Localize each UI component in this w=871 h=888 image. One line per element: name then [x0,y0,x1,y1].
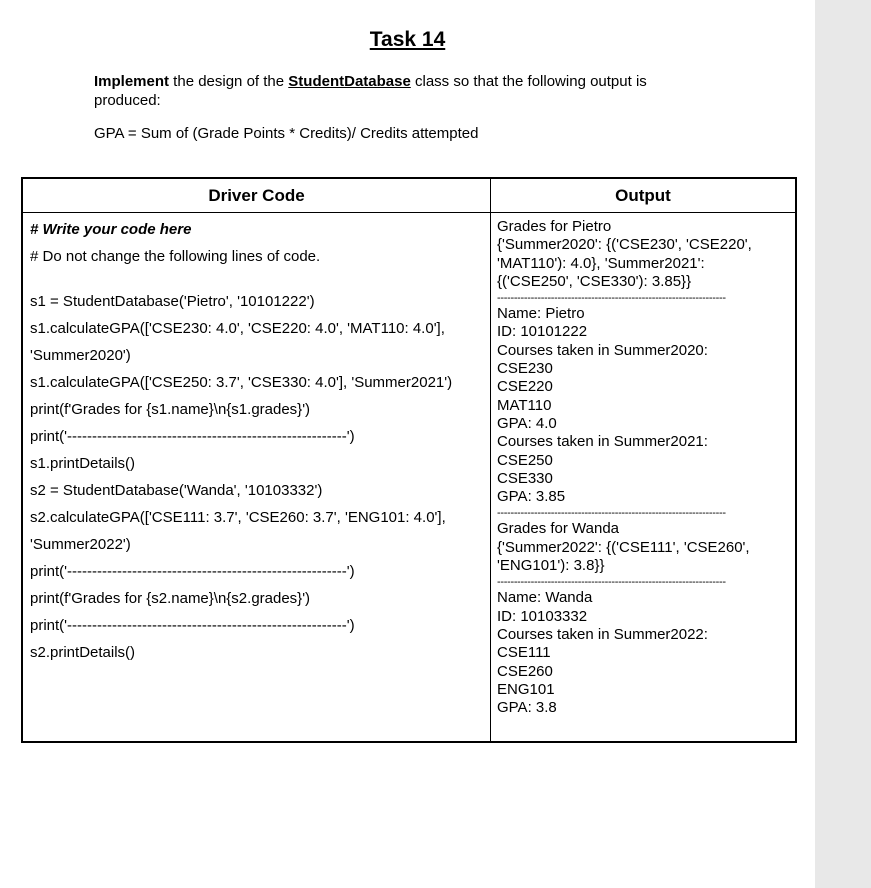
output-line: Grades for Pietro [497,218,612,235]
intro-text-b: class so that the following output is produced: [94,73,647,109]
output-line: {('CSE250', 'CSE330'): 3.85}} [497,272,692,290]
output-line: CSE220 [497,378,553,396]
output-line: ENG101 [497,680,555,698]
code-line: s1.calculateGPA(['CSE250: 3.7', 'CSE330: 4.0'], 'Summer2021') [30,374,453,391]
output-line: GPA: 4.0 [497,414,557,432]
code-line: s2.printDetails() [30,644,136,661]
code-line: print('--------------------------------------------------------') [30,617,355,634]
output-line: CSE250 [497,451,553,469]
code-line: 'Summer2022') [30,536,131,553]
output-line: MAT110 [497,396,552,414]
driver-code-cell [22,213,491,743]
gpa-formula: GPA = Sum of (Grade Points * Credits)/ Credits attempted [94,125,479,142]
output-line: {'Summer2020': {('CSE230', 'CSE220', [497,236,752,254]
code-line: # Write your code here [30,221,192,238]
output-line: CSE111 [497,644,551,662]
output-line: Courses taken in Summer2020: [497,341,708,359]
output-cell [491,213,797,743]
output-line: CSE230 [497,360,553,378]
intro-bold-verb: Implement [94,73,170,90]
task-title: Task 14 [369,28,446,51]
code-line: # Do not change the following lines of code. [30,248,321,265]
output-line: Courses taken in Summer2022: [497,625,708,643]
code-line: print('--------------------------------------------------------') [30,563,355,580]
intro-text-a: the design of the [169,73,289,90]
output-line: CSE330 [497,469,553,487]
code-line: s2 = StudentDatabase('Wanda', '10103332') [30,482,323,499]
code-blank-line [30,275,484,293]
table-body-row [22,213,796,743]
task-description [94,72,714,110]
output-line: Grades for Wanda [497,520,619,538]
header-output: Output [491,178,797,213]
code-line: s1.calculateGPA(['CSE230: 4.0', 'CSE220: 4.0', 'MAT110: 4.0'], [30,320,445,337]
output-separator: -------------------------------------------------------------------- [497,576,726,589]
code-line: print('--------------------------------------------------------') [30,428,355,445]
code-line: 'Summer2020') [30,347,131,364]
output-line: 'ENG101'): 3.8}} [497,557,605,575]
viewer-side-gutter [815,0,871,888]
code-line: s2.calculateGPA(['CSE111: 3.7', 'CSE260: 3.7', 'ENG101: 4.0'], [30,509,446,526]
output-line: Courses taken in Summer2021: [497,433,708,451]
output-line: ID: 10101222 [497,323,588,341]
code-line: s1 = StudentDatabase('Pietro', '10101222') [30,293,315,310]
header-driver-code: Driver Code [22,178,491,213]
output-line: Name: Wanda [497,589,593,607]
output-separator: -------------------------------------------------------------------- [497,507,726,520]
output-line: Name: Pietro [497,305,585,323]
output-line: 'MAT110'): 4.0}, 'Summer2021': [497,254,705,272]
code-line: s1.printDetails() [30,455,136,472]
table-header-row [22,178,796,213]
output-separator: -------------------------------------------------------------------- [497,292,726,305]
output-line: CSE260 [497,662,553,680]
output-line: ID: 10103332 [497,607,588,625]
code-line: print(f'Grades for {s1.name}\n{s1.grades}') [30,401,311,418]
code-line: print(f'Grades for {s2.name}\n{s2.grades}') [30,590,311,607]
output-line: {'Summer2022': {('CSE111', 'CSE260', [497,538,750,556]
output-line: GPA: 3.85 [497,488,566,506]
intro-class-name: StudentDatabase [288,73,411,90]
task-table [21,177,797,743]
output-line: GPA: 3.8 [497,699,557,717]
